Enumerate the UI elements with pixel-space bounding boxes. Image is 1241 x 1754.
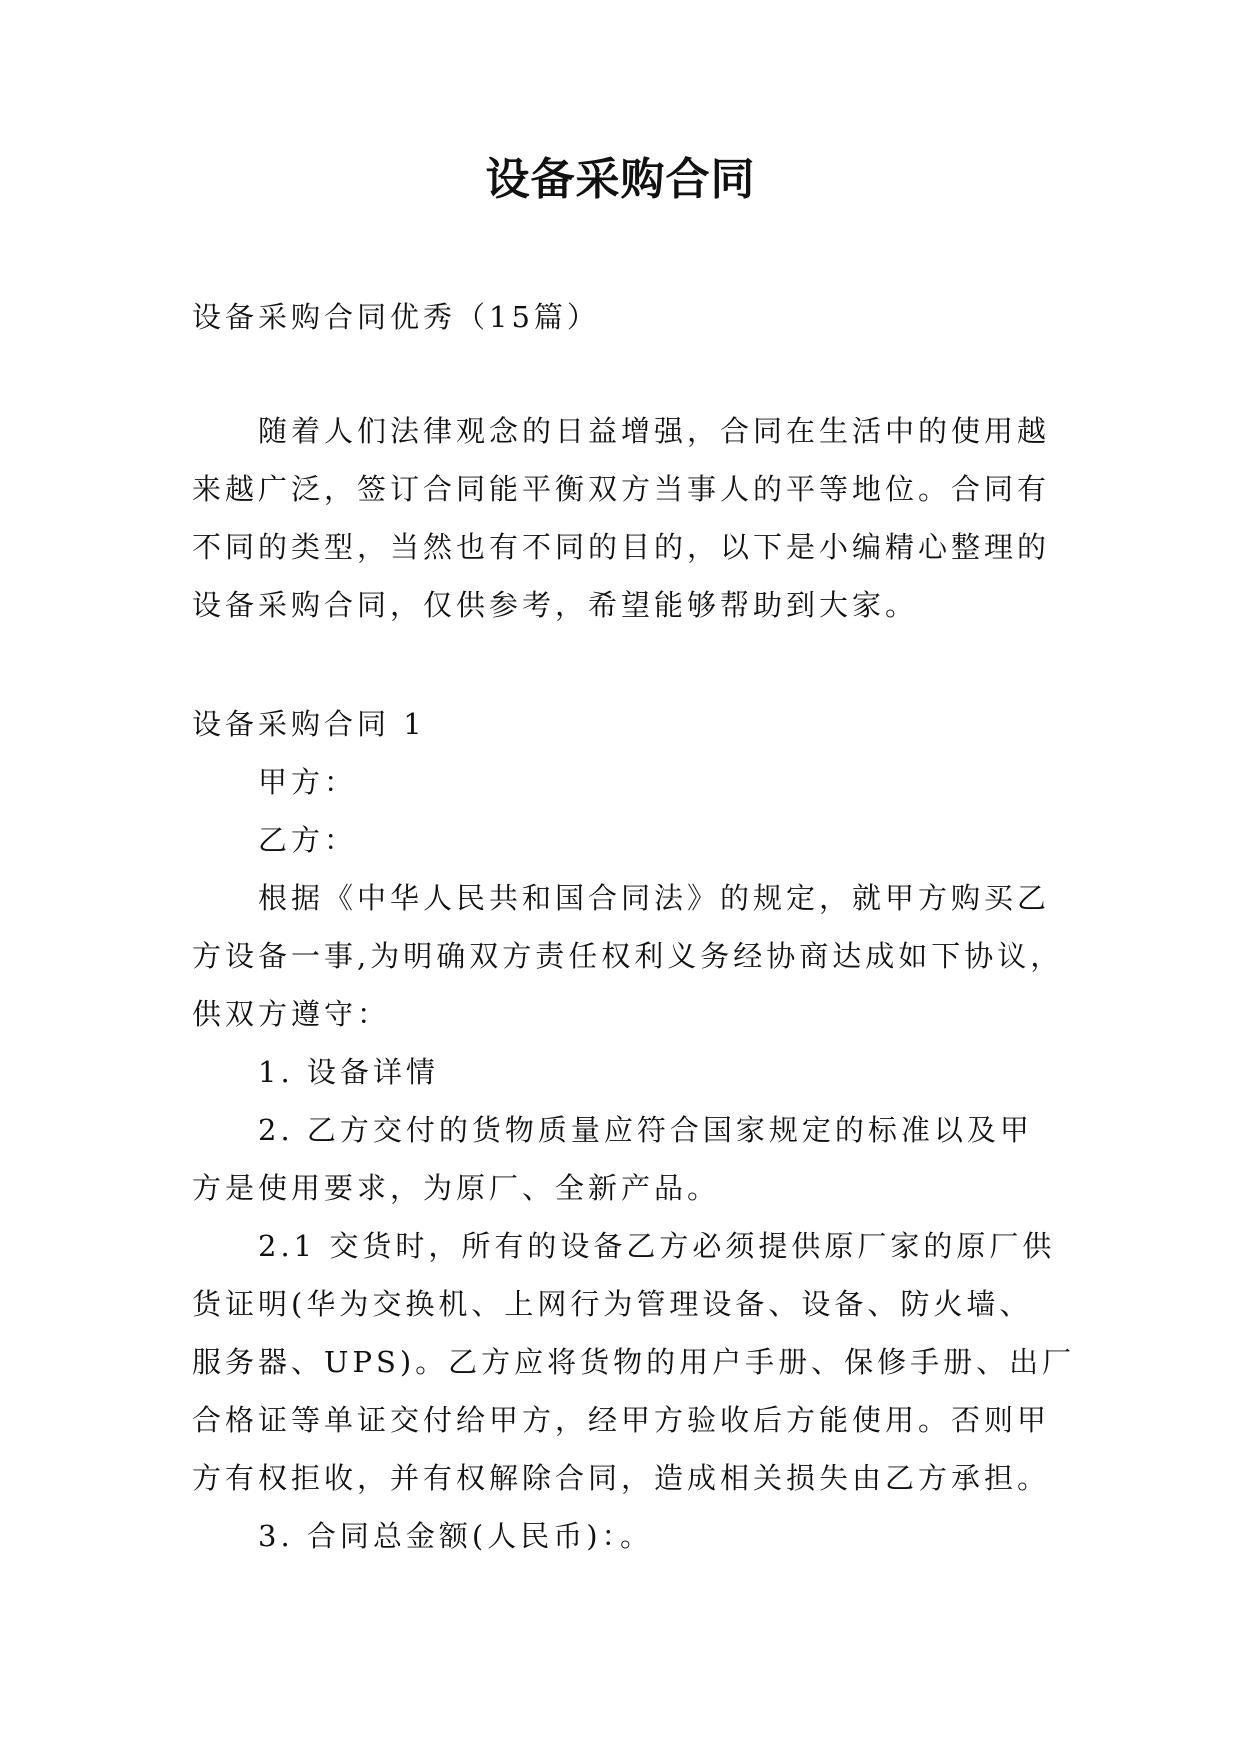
clause-2-1-line: 方有权拒收，并有权解除合同，造成相关损失由乙方承担。 <box>192 1461 1051 1495</box>
basis-line: 供双方遵守： <box>192 997 391 1031</box>
clause-2-1-line: 2.1 交货时，所有的设备乙方必须提供原厂家的原厂供 <box>258 1229 1056 1263</box>
document-subtitle <box>192 288 1072 346</box>
clause-1: 1. 设备详情 <box>258 1055 439 1089</box>
clause-2-line: 方是使用要求，为原厂、全新产品。 <box>192 1171 721 1205</box>
clause-2-line: 2. 乙方交付的货物质量应符合国家规定的标准以及甲 <box>258 1113 1033 1147</box>
intro-line: 来越广泛，签订合同能平衡双方当事人的平等地位。合同有 <box>192 472 1051 506</box>
intro-line: 设备采购合同，仅供参考，希望能够帮助到大家。 <box>192 588 919 622</box>
subtitle-line: 设备采购合同优秀（15篇） <box>192 300 600 334</box>
intro-line: 随着人们法律观念的日益增强，合同在生活中的使用越 <box>258 414 1051 448</box>
basis-line: 方设备一事,为明确双方责任权利义务经协商达成如下协议， <box>192 939 1064 973</box>
party-a-line: 甲方： <box>258 765 358 799</box>
clause-2-1-line: 货证明(华为交换机、上网行为管理设备、设备、防火墙、 <box>192 1287 1033 1321</box>
clause-2-1-line: 合格证等单证交付给甲方，经甲方验收后方能使用。否则甲 <box>192 1403 1051 1437</box>
party-b-line: 乙方： <box>258 823 358 857</box>
contract-section-1 <box>192 695 1076 1565</box>
clause-3: 3. 合同总金额(人民币)：。 <box>258 1519 654 1553</box>
basis-line: 根据《中华人民共和国合同法》的规定，就甲方购买乙 <box>258 881 1051 915</box>
intro-paragraph <box>192 402 1072 634</box>
clause-2-1-line: 服务器、UPS)。乙方应将货物的用户手册、保修手册、出厂 <box>192 1345 1076 1379</box>
document-title: 设备采购合同 <box>485 154 756 205</box>
section-heading: 设备采购合同 1 <box>192 707 426 741</box>
intro-line: 不同的类型，当然也有不同的目的，以下是小编精心整理的 <box>192 530 1051 564</box>
